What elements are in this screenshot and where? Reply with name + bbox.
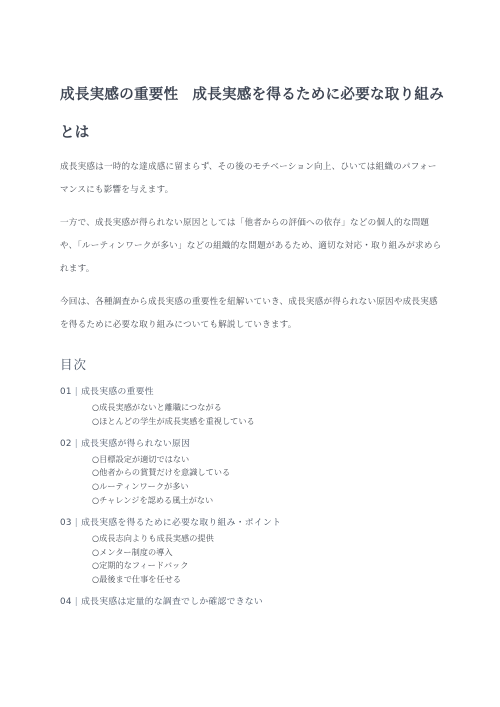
toc-separator: |: [74, 438, 79, 449]
circle-bullet-icon: ○: [92, 546, 100, 557]
toc-entry-02[interactable]: [60, 437, 450, 451]
toc-subitem[interactable]: [92, 546, 450, 560]
toc-subitem-label: 成長志向よりも成長実感の提供: [99, 532, 214, 543]
toc-title: 成長実感が得られない原因: [81, 438, 191, 449]
toc-subitem[interactable]: [92, 480, 450, 494]
toc-number: 04: [60, 596, 72, 607]
toc-subitem-label: 他者からの賞賛だけを意識している: [99, 467, 231, 478]
title-part-2: 成長実感を得るために必要な取り組みとは: [60, 87, 445, 141]
toc-separator: |: [74, 387, 79, 397]
toc-entry-03[interactable]: [60, 516, 450, 530]
circle-bullet-icon: ○: [92, 560, 100, 571]
title-part-1: 成長実感の重要性: [60, 87, 179, 103]
intro-paragraph-1: 成長実感は一時的な達成感に留まらず、その後のモチベーション向上、ひいては組織のパフォーマンスにも影響を与えます。: [60, 162, 437, 195]
toc-number: 01: [60, 387, 72, 397]
circle-bullet-icon: ○: [92, 402, 100, 412]
circle-bullet-icon: ○: [92, 467, 100, 478]
toc-subitem-label: 最後まで仕事を任せる: [99, 574, 182, 585]
toc-subitem[interactable]: [92, 466, 450, 480]
toc-subitems-02: [92, 453, 450, 508]
intro-paragraph-3: 今回は、各種調査から成長実感の重要性を紐解いていき、成長実感が得られない原因や成長実感を得るために必要な取り組みについても解説していきます。: [60, 297, 438, 330]
toc-title: 成長実感の重要性: [81, 387, 154, 397]
toc-subitem-label: 定期的なフィードバック: [99, 560, 189, 571]
page-title: [60, 76, 450, 152]
toc-number: 03: [60, 517, 72, 528]
toc-subitem-label: 目標設定が適切ではない: [99, 453, 190, 464]
toc-section-03: [60, 516, 450, 587]
toc-subitem[interactable]: [92, 415, 450, 429]
toc-subitem[interactable]: [92, 559, 450, 573]
toc-separator: |: [74, 596, 79, 607]
toc-title: 成長実感を得るために必要な取り組み・ポイント: [81, 517, 282, 528]
toc-subitem-label: チャレンジを認める風土がない: [99, 494, 214, 505]
intro-section: [60, 156, 445, 347]
circle-bullet-icon: ○: [92, 494, 100, 505]
toc-subitem[interactable]: [92, 532, 450, 546]
toc-title: 成長実感は定量的な調査でしか確認できない: [81, 596, 264, 607]
toc-section-04: [60, 595, 450, 609]
toc-subitem-label: 成長実感がないと離職につながる: [99, 402, 222, 412]
toc-subitem-label: ほとんどの学生が成長実感を重視している: [99, 415, 255, 426]
table-of-contents: [60, 385, 450, 617]
toc-subitem-label: メンター制度の導入: [99, 546, 173, 557]
toc-subitem[interactable]: [92, 494, 450, 508]
toc-subitem[interactable]: [92, 573, 450, 587]
toc-subitem-label: ルーティンワークが多い: [99, 481, 189, 492]
toc-number: 02: [60, 438, 72, 449]
circle-bullet-icon: ○: [92, 415, 100, 426]
toc-section-02: [60, 437, 450, 508]
toc-subitems-01: [92, 401, 450, 429]
circle-bullet-icon: ○: [92, 453, 100, 464]
toc-heading: 目次: [60, 357, 88, 372]
intro-paragraph-2: 一方で、成長実感が得られない原因としては「他者からの評価への依存」などの個人的な問題や、「ルーティンワークが多い」などの組織的な問題があるため、適切な対応・取り組みが求められます。: [60, 218, 442, 274]
toc-section-01: [60, 385, 450, 429]
circle-bullet-icon: ○: [92, 481, 100, 492]
toc-subitem[interactable]: [92, 453, 450, 467]
toc-entry-01[interactable]: [60, 385, 450, 399]
circle-bullet-icon: ○: [92, 574, 100, 585]
toc-subitems-03: [92, 532, 450, 587]
toc-entry-04[interactable]: [60, 595, 450, 609]
circle-bullet-icon: ○: [92, 532, 100, 543]
toc-subitem[interactable]: [92, 401, 450, 415]
toc-separator: |: [74, 517, 79, 528]
